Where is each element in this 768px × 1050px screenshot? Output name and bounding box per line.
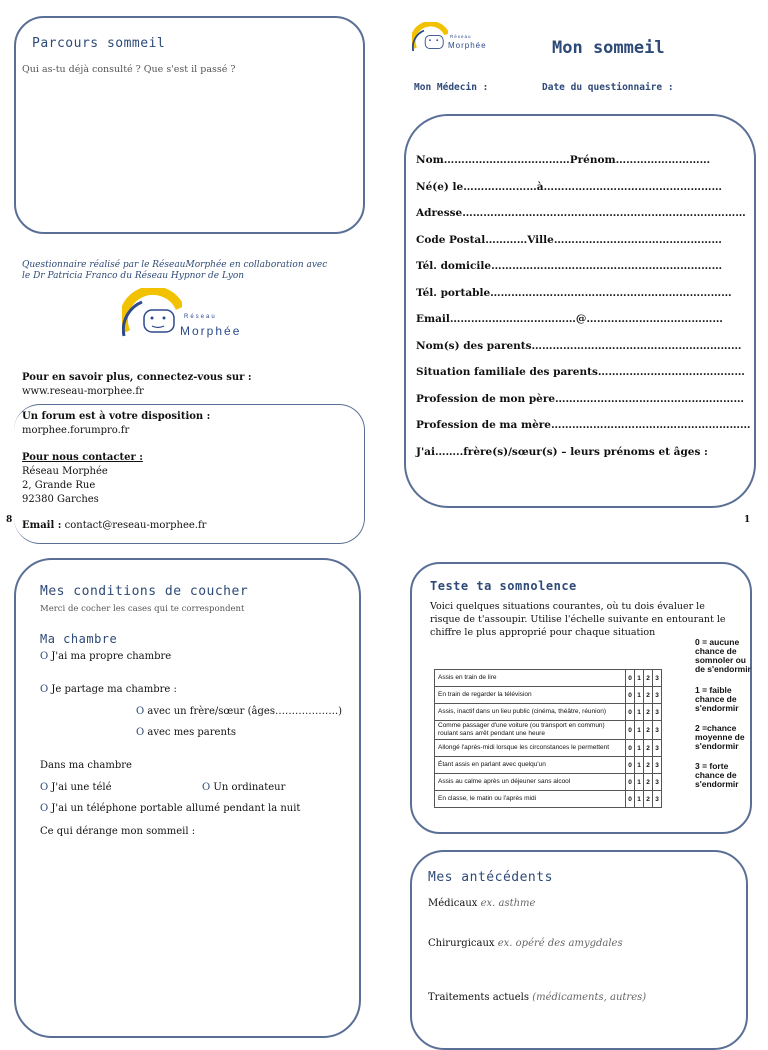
email-value[interactable]: contact@reseau-morphee.fr bbox=[64, 520, 207, 531]
field-code-postal[interactable]: Code Postal…………Ville………………………………………… bbox=[416, 234, 722, 246]
score-option[interactable]: 3 bbox=[653, 757, 662, 774]
computer-label: Un ordinateur bbox=[213, 782, 286, 793]
share-room-checkbox[interactable]: O bbox=[40, 684, 49, 695]
morphee-logo-icon bbox=[122, 288, 182, 344]
score-option[interactable]: 3 bbox=[653, 687, 662, 704]
antecedents-box bbox=[410, 850, 748, 1050]
conditions-box bbox=[14, 558, 361, 1038]
score-option[interactable]: 1 bbox=[635, 687, 644, 704]
own-room-checkbox[interactable]: O bbox=[40, 651, 49, 662]
score-option[interactable]: 2 bbox=[644, 687, 653, 704]
forum-label: Un forum est à votre disposition : bbox=[22, 411, 211, 422]
situation-label: Assis au calme après un déjeuner sans alcool bbox=[435, 774, 626, 791]
score-option[interactable]: 1 bbox=[635, 791, 644, 808]
computer-checkbox[interactable]: O bbox=[202, 782, 211, 793]
situation-label: Étant assis en parlant avec quelqu'un bbox=[435, 757, 626, 774]
field-email[interactable]: Email………………………………@………………………………… bbox=[416, 313, 723, 325]
parcours-title: Parcours sommeil bbox=[32, 36, 166, 51]
address-line-2: 2, Grande Rue bbox=[22, 480, 96, 491]
score-option[interactable]: 1 bbox=[635, 704, 644, 721]
parents-option[interactable] bbox=[136, 727, 236, 738]
legend-2: 2 =chance moyenne de s'endormir bbox=[695, 723, 745, 751]
parents-checkbox[interactable]: O bbox=[136, 727, 145, 738]
score-option[interactable]: 2 bbox=[644, 740, 653, 757]
surgical-line[interactable] bbox=[428, 938, 623, 949]
score-option[interactable]: 3 bbox=[653, 670, 662, 687]
logo-header-small: Réseau bbox=[450, 34, 472, 39]
address-line-1: Réseau Morphée bbox=[22, 466, 108, 477]
score-option[interactable]: 1 bbox=[635, 740, 644, 757]
score-option[interactable]: 3 bbox=[653, 740, 662, 757]
score-option[interactable]: 2 bbox=[644, 721, 653, 740]
field-situation[interactable]: Situation familiale des parents…………………………………… bbox=[416, 366, 745, 378]
field-tel-domicile[interactable]: Tél. domicile………………………………………………………… bbox=[416, 260, 723, 272]
surgical-label: Chirurgicaux bbox=[428, 938, 495, 949]
surgical-example: ex. opéré des amygdales bbox=[497, 938, 623, 949]
conditions-title: Mes conditions de coucher bbox=[40, 584, 249, 599]
treatment-label: Traitements actuels bbox=[428, 992, 529, 1003]
situation-label: Assis, inactif dans un lieu public (cinéma, théâtre, réunion) bbox=[435, 704, 626, 721]
somnolence-row bbox=[435, 757, 662, 774]
field-tel-portable[interactable]: Tél. portable…………………………………………………………… bbox=[416, 287, 732, 299]
treatment-example: (médicaments, autres) bbox=[532, 992, 647, 1003]
score-option[interactable]: 0 bbox=[626, 791, 635, 808]
email-label: Email : bbox=[22, 520, 62, 531]
date-label: Date du questionnaire : bbox=[542, 82, 674, 93]
credit-text: Questionnaire réalisé par le RéseauMorphée en collaboration avec le Dr Patricia Franco du Réseau Hypnor de Lyon bbox=[22, 260, 328, 281]
phone-checkbox[interactable]: O bbox=[40, 803, 49, 814]
somnolence-row bbox=[435, 740, 662, 757]
score-option[interactable]: 2 bbox=[644, 757, 653, 774]
morphee-logo bbox=[122, 288, 252, 344]
in-room-label: Dans ma chambre bbox=[40, 760, 132, 771]
tv-label: J'ai une télé bbox=[51, 782, 112, 793]
score-option[interactable]: 0 bbox=[626, 774, 635, 791]
morphee-logo-header bbox=[412, 22, 502, 58]
somnolence-intro: Voici quelques situations courantes, où tu dois évaluer le risque de t'assoupir. Utilise l'échelle suivante en entourant le chiffre le plus approprié pour chaque situation bbox=[430, 601, 726, 638]
legend-0: 0 = aucune chance de somnoler ou de s'endormir bbox=[695, 637, 751, 674]
email-line bbox=[22, 520, 206, 531]
somnolence-row bbox=[435, 687, 662, 704]
antecedents-title: Mes antécédents bbox=[428, 870, 553, 885]
parcours-sommeil-box bbox=[14, 16, 365, 234]
score-option[interactable]: 0 bbox=[626, 721, 635, 740]
tv-option[interactable] bbox=[40, 782, 112, 793]
somnolence-row bbox=[435, 791, 662, 808]
logo-header-name: Morphée bbox=[448, 41, 487, 50]
score-option[interactable]: 1 bbox=[635, 774, 644, 791]
somnolence-row bbox=[435, 721, 662, 740]
tv-checkbox[interactable]: O bbox=[40, 782, 49, 793]
page-number-1: 1 bbox=[744, 515, 751, 525]
situation-label: Allongé l'après-midi lorsque les circonstances le permettent bbox=[435, 740, 626, 757]
somnolence-box bbox=[410, 562, 752, 834]
field-parents[interactable]: Nom(s) des parents…………………………………………………… bbox=[416, 340, 742, 352]
sibling-checkbox[interactable]: O bbox=[136, 706, 145, 717]
treatment-line[interactable] bbox=[428, 992, 646, 1003]
score-option[interactable]: 1 bbox=[635, 757, 644, 774]
phone-label: J'ai un téléphone portable allumé pendant la nuit bbox=[51, 803, 301, 814]
somnolence-title: Teste ta somnolence bbox=[430, 579, 577, 593]
sibling-option[interactable] bbox=[136, 706, 342, 717]
score-option[interactable]: 2 bbox=[644, 791, 653, 808]
score-option[interactable]: 3 bbox=[653, 721, 662, 740]
situation-label: Assis en train de lire bbox=[435, 670, 626, 687]
field-profession-pere[interactable]: Profession de mon père……………………………………………… bbox=[416, 393, 745, 405]
parcours-question: Qui as-tu déjà consulté ? Que s'est il passé ? bbox=[22, 64, 236, 75]
score-option[interactable]: 0 bbox=[626, 670, 635, 687]
share-room-label: Je partage ma chambre : bbox=[51, 684, 177, 695]
legend-1: 1 = faible chance de s'endormir bbox=[695, 685, 739, 713]
field-naissance[interactable]: Né(e) le…………………à…………………………………………… bbox=[416, 181, 723, 193]
logo-small-text: Réseau bbox=[184, 314, 217, 320]
phone-option[interactable] bbox=[40, 803, 300, 814]
medical-line[interactable] bbox=[428, 898, 535, 909]
situation-label: En train de regarder la télévision bbox=[435, 687, 626, 704]
more-info-label: Pour en savoir plus, connectez-vous sur : bbox=[22, 372, 252, 383]
medical-example: ex. asthme bbox=[480, 898, 536, 909]
contact-label: Pour nous contacter : bbox=[22, 452, 143, 463]
parents-label: avec mes parents bbox=[147, 727, 237, 738]
room-title: Ma chambre bbox=[40, 632, 118, 646]
own-room-label: J'ai ma propre chambre bbox=[51, 651, 172, 662]
logo-name: Morphée bbox=[180, 324, 242, 338]
score-option[interactable]: 3 bbox=[653, 704, 662, 721]
computer-option[interactable] bbox=[202, 782, 285, 793]
legend-3: 3 = forte chance de s'endormir bbox=[695, 761, 739, 789]
score-option[interactable]: 0 bbox=[626, 704, 635, 721]
field-adresse[interactable]: Adresse……………………………………………………………………… bbox=[416, 207, 746, 219]
somnolence-row bbox=[435, 670, 662, 687]
medical-label: Médicaux bbox=[428, 898, 478, 909]
field-fratrie[interactable]: J'ai……..frère(s)/sœur(s) – leurs prénoms et âges : bbox=[416, 446, 708, 458]
morphee-logo-header-icon bbox=[412, 22, 448, 56]
somnolence-row bbox=[435, 704, 662, 721]
conditions-subtitle: Merci de cocher les cases qui te correspondent bbox=[40, 604, 245, 614]
disturb-label: Ce qui dérange mon sommeil : bbox=[40, 826, 196, 837]
score-option[interactable]: 0 bbox=[626, 740, 635, 757]
medecin-label: Mon Médecin : bbox=[414, 82, 489, 93]
situation-label: Comme passager d'une voiture (ou transport en commun) roulant sans arrêt pendant une heure bbox=[435, 721, 626, 740]
field-nom[interactable]: Nom………………………………Prénom……………………… bbox=[416, 154, 711, 166]
page-number-8: 8 bbox=[6, 515, 13, 525]
somnolence-table bbox=[434, 669, 662, 808]
field-profession-mere[interactable]: Profession de ma mère………………………………………………… bbox=[416, 419, 751, 431]
score-option[interactable]: 3 bbox=[653, 791, 662, 808]
somnolence-row bbox=[435, 774, 662, 791]
score-option[interactable]: 3 bbox=[653, 774, 662, 791]
page-title: Mon sommeil bbox=[552, 38, 665, 58]
score-option[interactable]: 2 bbox=[644, 704, 653, 721]
score-option[interactable]: 2 bbox=[644, 670, 653, 687]
address-line-3: 92380 Garches bbox=[22, 494, 99, 505]
score-option[interactable]: 1 bbox=[635, 721, 644, 740]
forum-url[interactable]: morphee.forumpro.fr bbox=[22, 425, 130, 436]
more-info-url[interactable]: www.reseau-morphee.fr bbox=[22, 386, 144, 397]
score-option[interactable]: 2 bbox=[644, 774, 653, 791]
own-room-option[interactable] bbox=[40, 651, 171, 662]
score-option[interactable]: 1 bbox=[635, 670, 644, 687]
share-room-option[interactable] bbox=[40, 684, 177, 695]
situation-label: En classe, le matin ou l'après midi bbox=[435, 791, 626, 808]
identity-form-box bbox=[404, 114, 756, 508]
sibling-label: avec un frère/sœur (âges……………….) bbox=[147, 706, 343, 717]
score-option[interactable]: 0 bbox=[626, 757, 635, 774]
score-option[interactable]: 0 bbox=[626, 687, 635, 704]
